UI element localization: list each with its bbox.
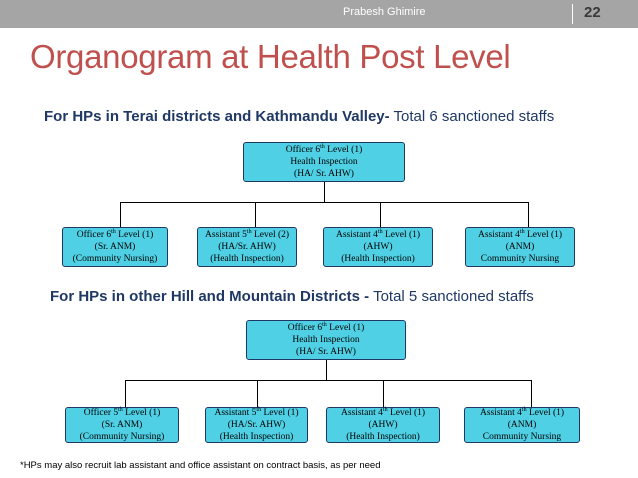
section-2-heading-rest: Total 5 sanctioned staffs (369, 288, 534, 305)
s1-child-2-line3: (Health Inspection) (210, 254, 284, 264)
s1-child-4-level: Assistant 4th Level (1) (477, 228, 563, 240)
s2-child-1-level: Officer 5th Level (1) (83, 406, 161, 418)
s2-connector-trunk (326, 360, 327, 380)
section-2-heading (50, 288, 534, 305)
s1-child-2-level: Assistant 5th Level (2) (204, 228, 290, 240)
s1-child-4-line3: Community Nursing (480, 254, 560, 264)
author-name: Prabesh Ghimire (343, 6, 426, 18)
s2-connector-drop-3 (383, 380, 384, 407)
s2-top-level: Officer 6th Level (1) (287, 321, 365, 333)
s2-child-box-4 (464, 407, 580, 443)
s2-connector-drop-2 (257, 380, 258, 407)
header-bar (0, 0, 638, 28)
s2-top-box (246, 320, 406, 360)
section-1-heading-bold: For HPs in Terai districts and Kathmandu Valley- (44, 108, 390, 125)
s2-child-box-2 (205, 407, 308, 443)
s2-child-3-line2: (AHW) (368, 420, 398, 430)
s2-child-4-line2: (ANM) (507, 420, 537, 430)
s1-top-box (243, 142, 405, 182)
s2-child-4-level: Assistant 4th Level (1) (479, 406, 565, 418)
section-1-heading (44, 108, 554, 125)
s2-child-box-3 (326, 407, 440, 443)
s1-child-box-3 (323, 227, 433, 267)
s2-child-1-line3: (Community Nursing) (79, 432, 165, 442)
s2-child-2-line2: (HA/Sr. AHW) (227, 420, 286, 430)
header-divider (572, 4, 573, 24)
s1-connector-drop-1 (120, 202, 121, 227)
s2-child-3-line3: (Health Inspection) (346, 432, 420, 442)
s1-child-box-2 (197, 227, 297, 267)
s2-child-1-line2: (Sr. ANM) (101, 420, 143, 430)
s1-top-line2: Health Inspection (290, 157, 358, 167)
s2-child-box-1 (65, 407, 179, 443)
s2-connector-drop-4 (531, 380, 532, 407)
s2-child-2-level: Assistant 5th Level (1) (214, 406, 299, 418)
page-number: 22 (584, 4, 601, 21)
s1-connector-bar (120, 202, 528, 203)
s1-child-box-1 (62, 227, 168, 267)
s1-connector-drop-4 (528, 202, 529, 227)
s1-connector-drop-3 (380, 202, 381, 227)
s1-child-box-4 (465, 227, 575, 267)
s1-connector-trunk (324, 182, 325, 202)
s1-child-2-line2: (HA/Sr. AHW) (218, 242, 276, 252)
s1-top-line3: (HA/ Sr. AHW) (294, 169, 354, 179)
s1-child-1-level: Officer 6th Level (1) (76, 228, 154, 240)
s2-top-line3: (HA/ Sr. AHW) (296, 347, 356, 357)
s2-child-4-line3: Community Nursing (482, 432, 562, 442)
section-2-heading-bold: For HPs in other Hill and Mountain Districts - (50, 288, 370, 305)
s1-child-3-level: Assistant 4th Level (1) (335, 228, 421, 240)
section-1-heading-rest: Total 6 sanctioned staffs (389, 108, 555, 125)
s2-connector-drop-1 (125, 380, 126, 407)
s1-child-1-line2: (Sr. ANM) (94, 242, 136, 252)
s2-connector-bar (125, 380, 531, 381)
s1-child-3-line3: (Health Inspection) (341, 254, 415, 264)
footnote: *HPs may also recruit lab assistant and office assistant on contract basis, as per need (20, 460, 381, 471)
slide-title: Organogram at Health Post Level (30, 38, 511, 75)
s1-child-3-line2: (AHW) (363, 242, 393, 252)
s2-child-3-level: Assistant 4th Level (1) (340, 406, 426, 418)
s1-child-4-line2: (ANM) (505, 242, 535, 252)
s1-child-1-line3: (Community Nursing) (72, 254, 158, 264)
s2-top-line2: Health Inspection (292, 335, 360, 345)
s1-connector-drop-2 (255, 202, 256, 227)
s1-top-level: Officer 6th Level (1) (285, 143, 363, 155)
s2-child-2-line3: (Health Inspection) (219, 432, 294, 442)
